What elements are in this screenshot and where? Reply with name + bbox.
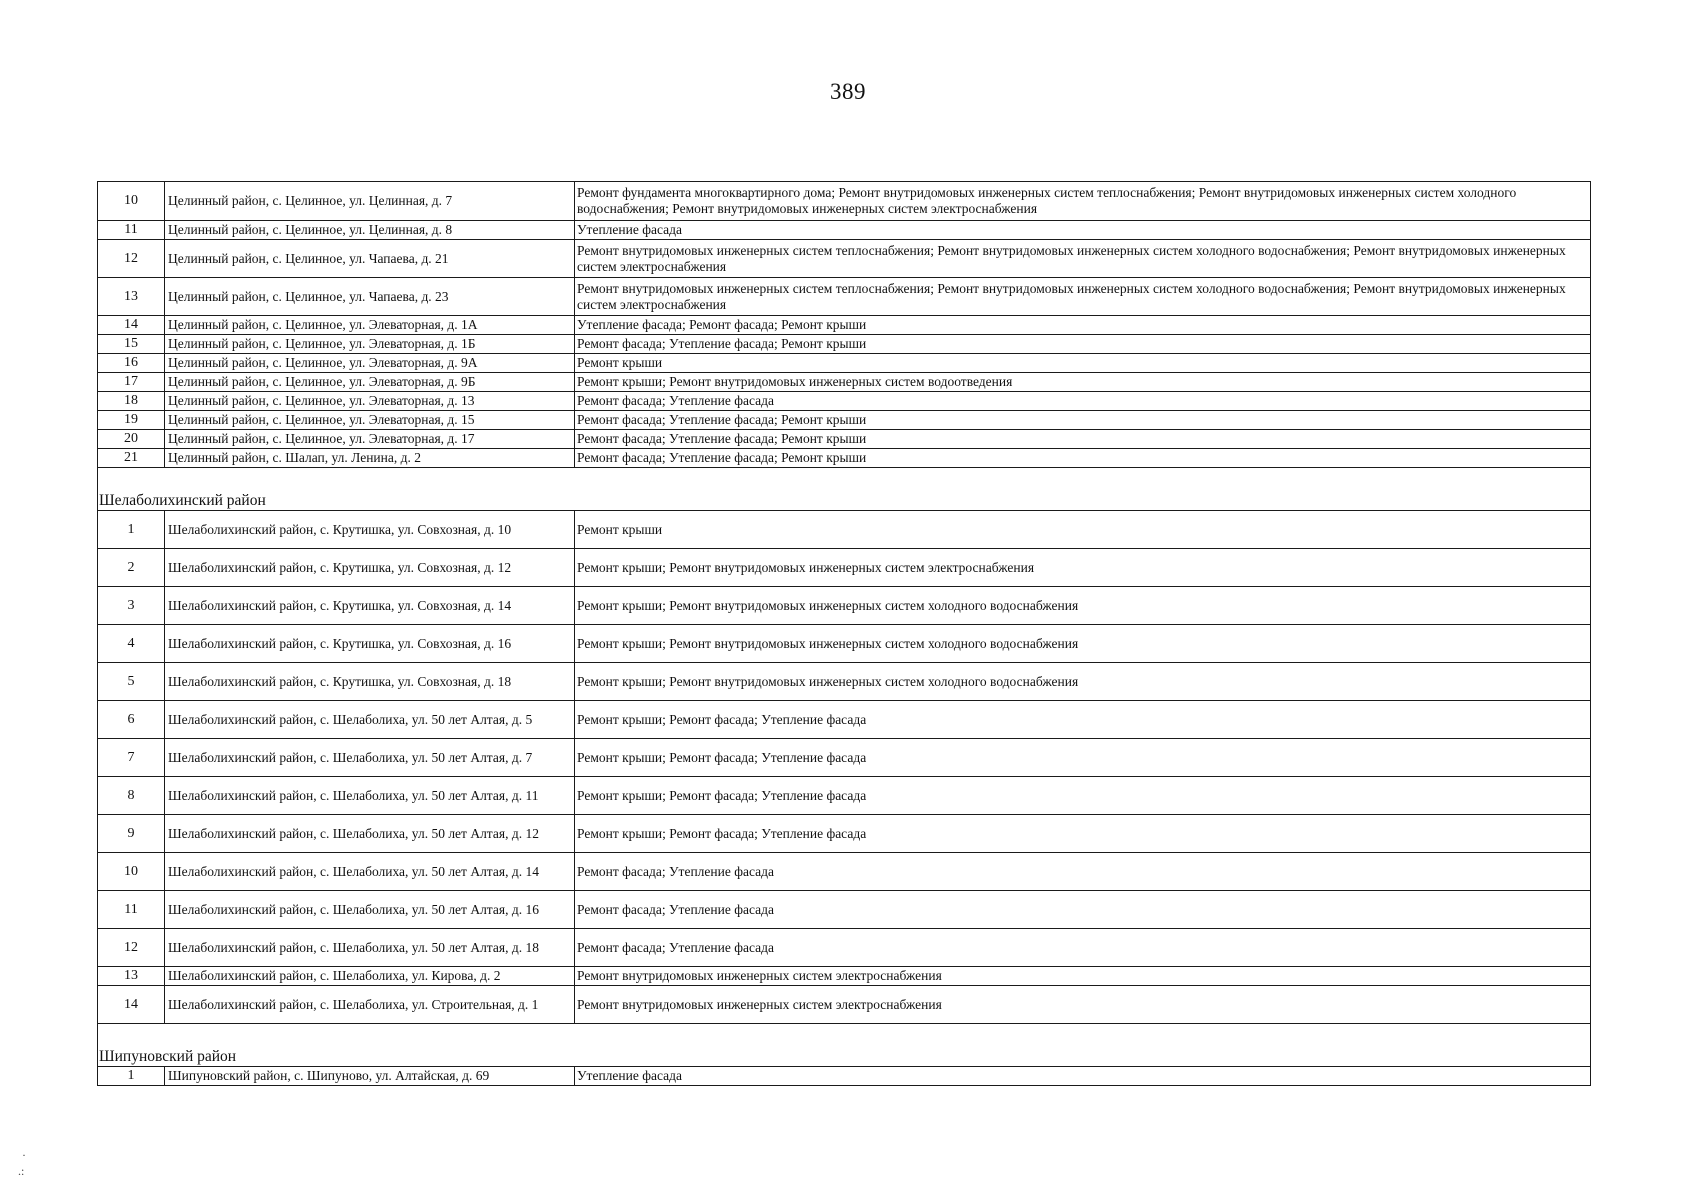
row-number: 1 <box>98 1067 165 1086</box>
row-number: 20 <box>98 430 165 449</box>
table-row <box>98 929 1591 967</box>
row-address: Шелаболихинский район, с. Шелаболиха, ул. 50 лет Алтая, д. 7 <box>165 739 575 777</box>
row-works: Ремонт внутридомовых инженерных систем электроснабжения <box>575 967 1591 986</box>
row-address: Целинный район, с. Целинное, ул. Элеваторная, д. 9А <box>165 354 575 373</box>
table-row <box>98 891 1591 929</box>
page-number: 389 <box>830 79 866 104</box>
row-number: 13 <box>98 967 165 986</box>
row-works: Утепление фасада; Ремонт фасада; Ремонт крыши <box>575 316 1591 335</box>
row-number: 3 <box>98 587 165 625</box>
row-number: 10 <box>98 182 165 221</box>
row-number: 10 <box>98 853 165 891</box>
row-address: Шелаболихинский район, с. Шелаболиха, ул. 50 лет Алтая, д. 16 <box>165 891 575 929</box>
table-row <box>98 625 1591 663</box>
row-number: 14 <box>98 986 165 1024</box>
repair-works-table <box>97 181 1591 1086</box>
row-number: 14 <box>98 316 165 335</box>
row-works: Ремонт крыши; Ремонт внутридомовых инженерных систем холодного водоснабжения <box>575 625 1591 663</box>
row-address: Шелаболихинский район, с. Шелаболиха, ул. Кирова, д. 2 <box>165 967 575 986</box>
table-row <box>98 967 1591 986</box>
row-works: Ремонт фасада; Утепление фасада <box>575 853 1591 891</box>
row-address: Шелаболихинский район, с. Крутишка, ул. Совхозная, д. 16 <box>165 625 575 663</box>
row-number: 7 <box>98 739 165 777</box>
table-row <box>98 430 1591 449</box>
row-works: Ремонт крыши <box>575 511 1591 549</box>
table-row <box>98 373 1591 392</box>
row-number: 16 <box>98 354 165 373</box>
row-number: 9 <box>98 815 165 853</box>
row-address: Шелаболихинский район, с. Шелаболиха, ул. 50 лет Алтая, д. 18 <box>165 929 575 967</box>
table-row <box>98 316 1591 335</box>
table-row <box>98 815 1591 853</box>
row-works: Утепление фасада <box>575 221 1591 240</box>
row-number: 2 <box>98 549 165 587</box>
row-works: Ремонт крыши; Ремонт внутридомовых инженерных систем холодного водоснабжения <box>575 587 1591 625</box>
table-row <box>98 354 1591 373</box>
row-address: Шелаболихинский район, с. Шелаболиха, ул. 50 лет Алтая, д. 12 <box>165 815 575 853</box>
table-row <box>98 853 1591 891</box>
row-number: 11 <box>98 891 165 929</box>
table-row <box>98 392 1591 411</box>
table-row <box>98 549 1591 587</box>
row-address: Шелаболихинский район, с. Шелаболиха, ул. Строительная, д. 1 <box>165 986 575 1024</box>
row-works: Утепление фасада <box>575 1067 1591 1086</box>
row-number: 4 <box>98 625 165 663</box>
row-works: Ремонт фасада; Утепление фасада <box>575 891 1591 929</box>
row-address: Целинный район, с. Целинное, ул. Чапаева, д. 23 <box>165 278 575 316</box>
table-row <box>98 278 1591 316</box>
table-row <box>98 411 1591 430</box>
row-address: Целинный район, с. Целинное, ул. Элеваторная, д. 9Б <box>165 373 575 392</box>
table-row <box>98 449 1591 468</box>
row-works: Ремонт фасада; Утепление фасада; Ремонт крыши <box>575 411 1591 430</box>
row-number: 11 <box>98 221 165 240</box>
scan-speck: .: <box>18 1164 25 1178</box>
row-number: 12 <box>98 240 165 278</box>
row-number: 1 <box>98 511 165 549</box>
table-row <box>98 182 1591 221</box>
row-number: 6 <box>98 701 165 739</box>
row-address: Целинный район, с. Целинное, ул. Элеваторная, д. 1Б <box>165 335 575 354</box>
row-number: 18 <box>98 392 165 411</box>
row-address: Шелаболихинский район, с. Крутишка, ул. Совхозная, д. 10 <box>165 511 575 549</box>
row-works: Ремонт внутридомовых инженерных систем теплоснабжения; Ремонт внутридомовых инженерных систем холодного водоснабжения; Ремонт внутридомовых инженерных систем электроснабжения <box>575 240 1591 278</box>
section-title: Шипуновский район <box>98 1024 1591 1067</box>
row-works: Ремонт крыши; Ремонт фасада; Утепление фасада <box>575 815 1591 853</box>
row-works: Ремонт фасада; Утепление фасада; Ремонт крыши <box>575 430 1591 449</box>
row-works: Ремонт крыши; Ремонт внутридомовых инженерных систем электроснабжения <box>575 549 1591 587</box>
row-works: Ремонт фундамента многоквартирного дома; Ремонт внутридомовых инженерных систем теплоснабжения; Ремонт внутридомовых инженерных систем холодного водоснабжения; Ремонт внутридомовых инженерных систем электроснабжения <box>575 182 1591 221</box>
row-number: 15 <box>98 335 165 354</box>
row-address: Шипуновский район, с. Шипуново, ул. Алтайская, д. 69 <box>165 1067 575 1086</box>
row-number: 13 <box>98 278 165 316</box>
row-address: Целинный район, с. Целинное, ул. Элеваторная, д. 1А <box>165 316 575 335</box>
section-title: Шелаболихинский район <box>98 468 1591 511</box>
row-works: Ремонт крыши; Ремонт фасада; Утепление фасада <box>575 739 1591 777</box>
section-header-row <box>98 468 1591 511</box>
row-works: Ремонт внутридомовых инженерных систем теплоснабжения; Ремонт внутридомовых инженерных систем холодного водоснабжения; Ремонт внутридомовых инженерных систем электроснабжения <box>575 278 1591 316</box>
row-address: Целинный район, с. Целинное, ул. Целинная, д. 7 <box>165 182 575 221</box>
row-address: Целинный район, с. Целинное, ул. Элеваторная, д. 17 <box>165 430 575 449</box>
row-works: Ремонт внутридомовых инженерных систем электроснабжения <box>575 986 1591 1024</box>
table-row <box>98 221 1591 240</box>
table-row <box>98 587 1591 625</box>
table-row <box>98 986 1591 1024</box>
row-works: Ремонт крыши; Ремонт фасада; Утепление фасада <box>575 777 1591 815</box>
row-address: Целинный район, с. Целинное, ул. Элеваторная, д. 13 <box>165 392 575 411</box>
scan-speck: · <box>22 1148 26 1162</box>
row-address: Целинный район, с. Целинное, ул. Целинная, д. 8 <box>165 221 575 240</box>
row-number: 8 <box>98 777 165 815</box>
row-works: Ремонт крыши; Ремонт внутридомовых инженерных систем холодного водоснабжения <box>575 663 1591 701</box>
row-number: 17 <box>98 373 165 392</box>
table-row <box>98 701 1591 739</box>
row-address: Целинный район, с. Целинное, ул. Чапаева, д. 21 <box>165 240 575 278</box>
row-address: Шелаболихинский район, с. Крутишка, ул. Совхозная, д. 18 <box>165 663 575 701</box>
row-works: Ремонт крыши; Ремонт внутридомовых инженерных систем водоотведения <box>575 373 1591 392</box>
row-number: 19 <box>98 411 165 430</box>
table-row <box>98 1067 1591 1086</box>
row-works: Ремонт фасада; Утепление фасада <box>575 392 1591 411</box>
table-row <box>98 739 1591 777</box>
row-address: Целинный район, с. Шалап, ул. Ленина, д. 2 <box>165 449 575 468</box>
table-row <box>98 511 1591 549</box>
row-number: 12 <box>98 929 165 967</box>
row-address: Шелаболихинский район, с. Крутишка, ул. Совхозная, д. 14 <box>165 587 575 625</box>
row-address: Целинный район, с. Целинное, ул. Элеваторная, д. 15 <box>165 411 575 430</box>
repair-works-table-body <box>98 182 1591 1086</box>
row-number: 21 <box>98 449 165 468</box>
row-address: Шелаболихинский район, с. Шелаболиха, ул. 50 лет Алтая, д. 11 <box>165 777 575 815</box>
table-row <box>98 240 1591 278</box>
row-number: 5 <box>98 663 165 701</box>
section-header-row <box>98 1024 1591 1067</box>
row-works: Ремонт фасада; Утепление фасада <box>575 929 1591 967</box>
table-row <box>98 777 1591 815</box>
row-address: Шелаболихинский район, с. Крутишка, ул. Совхозная, д. 12 <box>165 549 575 587</box>
row-works: Ремонт крыши; Ремонт фасада; Утепление фасада <box>575 701 1591 739</box>
row-works: Ремонт фасада; Утепление фасада; Ремонт крыши <box>575 449 1591 468</box>
table-row <box>98 335 1591 354</box>
row-works: Ремонт фасада; Утепление фасада; Ремонт крыши <box>575 335 1591 354</box>
row-address: Шелаболихинский район, с. Шелаболиха, ул. 50 лет Алтая, д. 5 <box>165 701 575 739</box>
row-works: Ремонт крыши <box>575 354 1591 373</box>
table-row <box>98 663 1591 701</box>
row-address: Шелаболихинский район, с. Шелаболиха, ул. 50 лет Алтая, д. 14 <box>165 853 575 891</box>
